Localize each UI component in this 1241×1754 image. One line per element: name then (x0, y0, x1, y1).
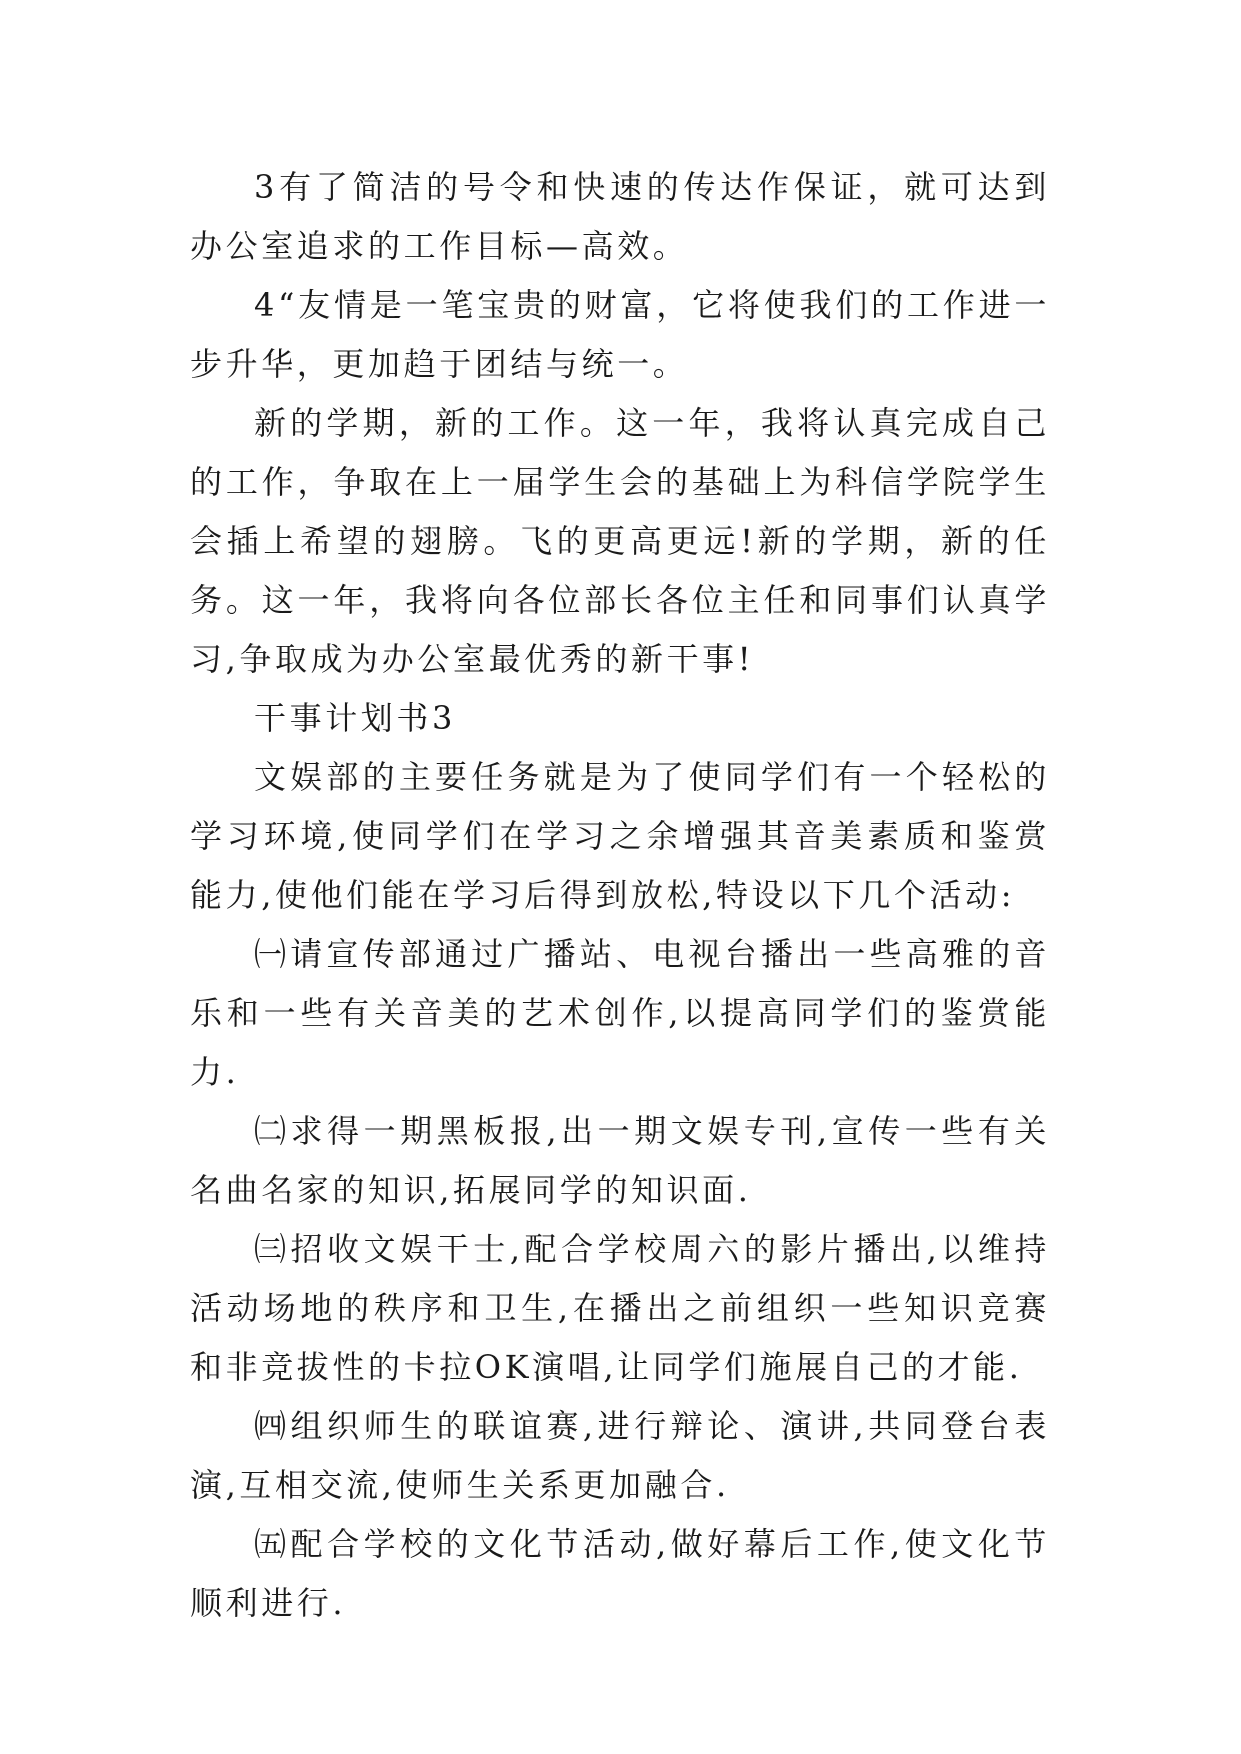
paragraph: 3有了简洁的号令和快速的传达作保证，就可达到办公室追求的工作目标—高效。 (190, 168, 1050, 265)
list-item: ㈡求得一期黑板报,出一期文娱专刊,宣传一些有关名曲名家的知识,拓展同学的知识面. (190, 1112, 1050, 1209)
paragraph: 文娱部的主要任务就是为了使同学们有一个轻松的学习环境,使同学们在学习之余增强其音美素质和鉴赏能力,使他们能在学习后得到放松,特设以下几个活动: (190, 758, 1050, 914)
paragraph: 4“友情是一笔宝贵的财富，它将使我们的工作进一步升华，更加趋于团结与统一。 (190, 286, 1050, 383)
list-item: ㈢招收文娱干士,配合学校周六的影片播出,以维持活动场地的秩序和卫生,在播出之前组织一些知识竞赛和非竞拔性的卡拉OK演唱,让同学们施展自己的才能. (190, 1230, 1050, 1386)
list-item: ㈣组织师生的联谊赛,进行辩论、演讲,共同登台表演,互相交流,使师生关系更加融合. (190, 1407, 1050, 1504)
paragraph: 新的学期，新的工作。这一年，我将认真完成自己的工作，争取在上一届学生会的基础上为科信学院学生会插上希望的翅膀。飞的更高更远!新的学期，新的任务。这一年，我将向各位部长各位主任和同事们认真学习,争取成为办公室最优秀的新干事! (190, 404, 1050, 678)
list-item: ㈠请宣传部通过广播站、电视台播出一些高雅的音乐和一些有关音美的艺术创作,以提高同学们的鉴赏能力. (190, 935, 1050, 1091)
document-body (190, 158, 1050, 1633)
section-heading: 干事计划书3 (254, 699, 456, 737)
list-item: ㈤配合学校的文化节活动,做好幕后工作,使文化节顺利进行. (190, 1525, 1050, 1622)
